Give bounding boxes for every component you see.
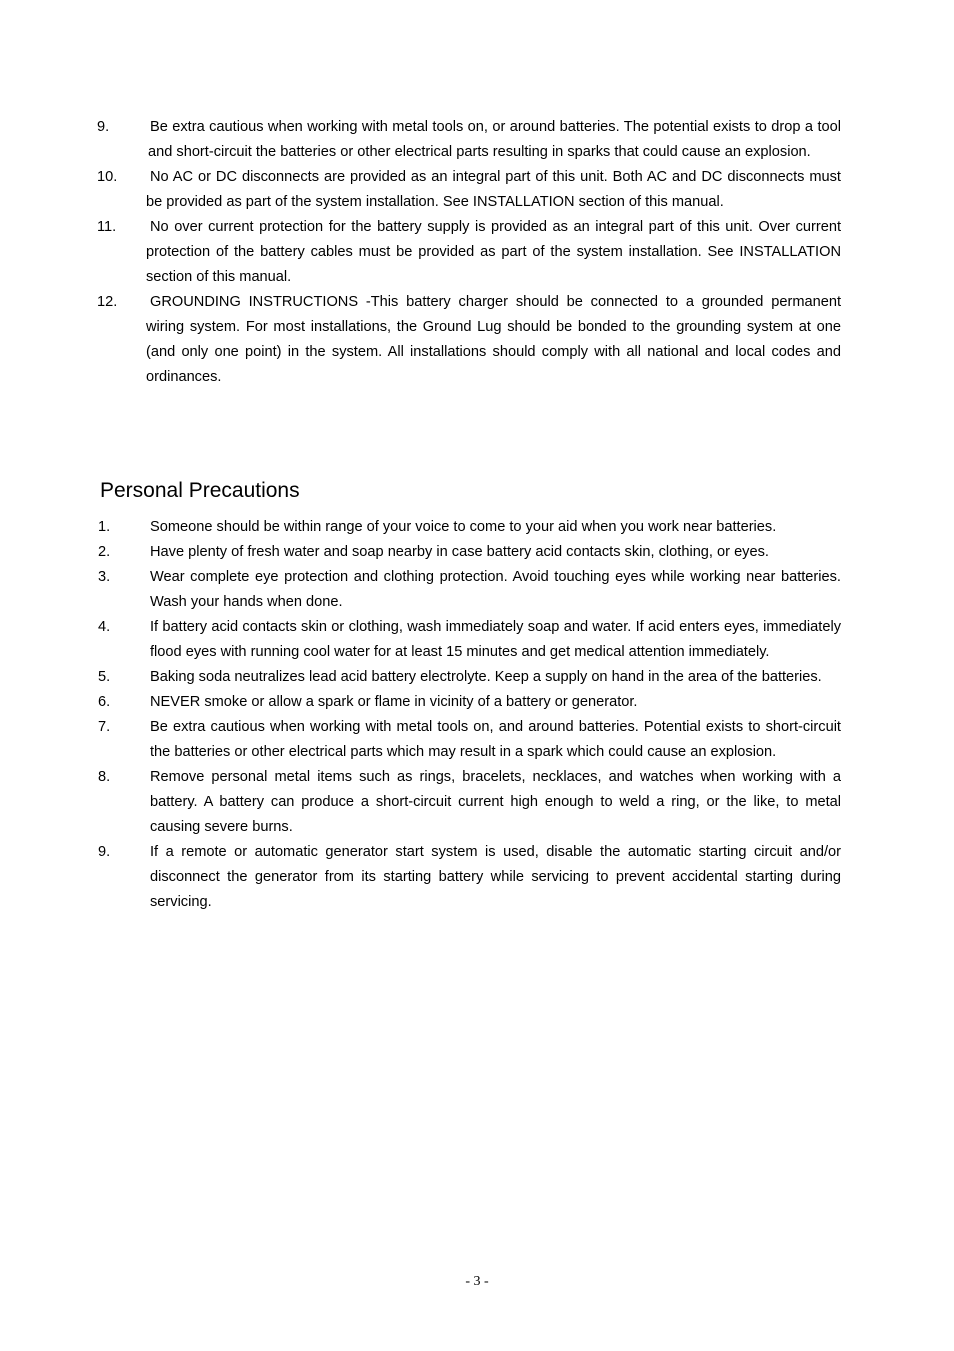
list-item-number: 3. [98,569,111,585]
list-item [0,290,954,390]
list-item-number: 11. [97,219,117,235]
list-item [0,565,954,615]
list-item-number: 4. [98,619,111,635]
list-item [0,540,954,565]
personal-precautions-list [0,515,954,915]
list-item [0,615,954,665]
list-item-text: Have plenty of fresh water and soap nearby in case battery acid contacts skin, clothing, or eyes. [150,544,769,560]
list-item [0,690,954,715]
list-item [0,665,954,690]
list-item [0,215,954,290]
list-item-number: 9. [97,119,110,135]
list-item-number: 6. [98,694,111,710]
list-item-number: 10. [97,169,118,185]
list-item [0,515,954,540]
list-item-text: No over current protection for the battery supply is provided as an integral part of this unit. Over current protection of the battery cables must be provided as part of the system installation. See INSTALLATION section of this manual. [146,219,841,285]
list-item-number: 9. [98,844,111,860]
list-item [0,715,954,765]
list-item-text: No AC or DC disconnects are provided as an integral part of this unit. Both AC and DC disconnects must be provided as part of the system installation. See INSTALLATION section of this manual. [146,169,841,210]
list-item-text: If a remote or automatic generator start system is used, disable the automatic starting circuit and/or disconnect the generator from its starting battery while servicing to prevent accidental starting during servicing. [150,844,841,910]
page-number: - 3 - [465,1274,489,1289]
list-item-text: Remove personal metal items such as rings, bracelets, necklaces, and watches when working with a battery. A battery can produce a short-circuit current high enough to weld a ring, or the like, to metal causing severe burns. [150,769,841,835]
list-item-text: Someone should be within range of your voice to come to your aid when you work near batteries. [150,519,777,535]
list-item-text: If battery acid contacts skin or clothing, wash immediately soap and water. If acid enters eyes, immediately flood eyes with running cool water for at least 15 minutes and get medical attention immediately. [150,619,841,660]
list-item [0,115,954,165]
list-item-number: 1. [98,519,111,535]
list-item-text: Be extra cautious when working with metal tools on, or around batteries. The potential exists to drop a tool and short-circuit the batteries or other electrical parts resulting in sparks that could cause an explosion. [148,119,841,160]
list-item [0,840,954,915]
list-item [0,765,954,840]
list-item-text: GROUNDING INSTRUCTIONS -This battery charger should be connected to a grounded permanent wiring system. For most installations, the Ground Lug should be bonded to the grounding system at one (and only one point) in the system. All installations should comply with all national and local codes and ordinances. [146,294,841,385]
list-item-text: Baking soda neutralizes lead acid battery electrolyte. Keep a supply on hand in the area of the batteries. [150,669,822,685]
list-item-text: Be extra cautious when working with metal tools on, and around batteries. Potential exists to short-circuit the batteries or other electrical parts which may result in a spark which could cause an explosion. [150,719,841,760]
list-item-number: 2. [98,544,111,560]
safety-instructions-list [0,115,954,390]
list-item [0,165,954,215]
list-item-number: 8. [98,769,111,785]
list-item-number: 5. [98,669,111,685]
list-item-number: 12. [97,294,118,310]
list-item-text: Wear complete eye protection and clothing protection. Avoid touching eyes while working near batteries. Wash your hands when done. [150,569,841,610]
list-item-number: 7. [98,719,111,735]
list-item-text: NEVER smoke or allow a spark or flame in vicinity of a battery or generator. [150,694,638,710]
section-heading: Personal Precautions [100,479,300,502]
